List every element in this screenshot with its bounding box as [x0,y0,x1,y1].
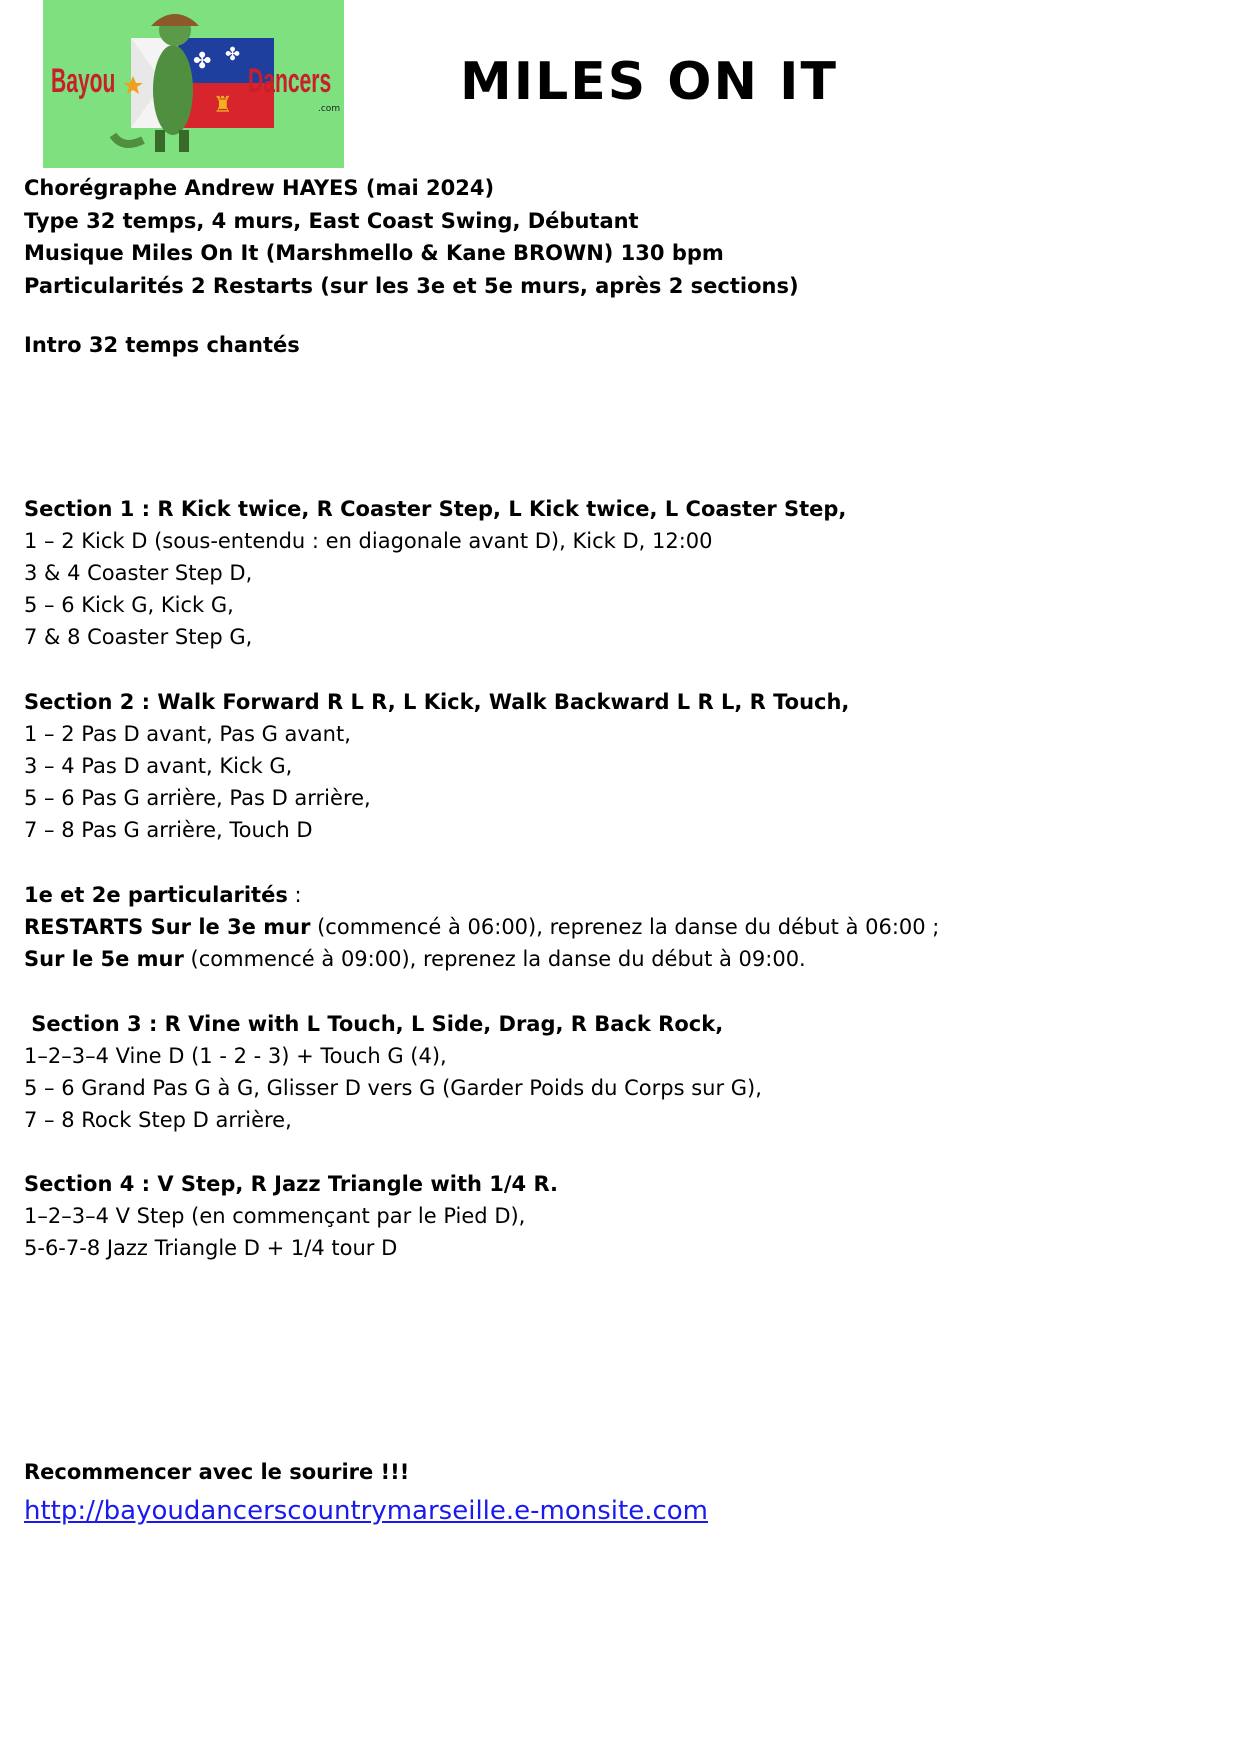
step-line: 5 – 6 Grand Pas G à G, Glisser D vers G (Garder Poids du Corps sur G), [24,1076,762,1100]
step-line: 1–2–3–4 V Step (en commençant par le Pied D), [24,1204,526,1228]
info-line-particularities: Particularités 2 Restarts (sur les 3e et 5e murs, après 2 sections) [24,273,799,298]
svg-text:✤: ✤ [193,49,212,74]
restart-line-2-bold: Sur le 5e mur [24,947,184,971]
restart-line-1-bold: RESTARTS Sur le 3e mur [24,915,311,939]
svg-text:♜: ♜ [213,93,233,118]
info-line-type: Type 32 temps, 4 murs, East Coast Swing, Débutant [24,208,639,233]
restarts-heading-line [24,879,939,911]
step-line: 1 – 2 Pas D avant, Pas G avant, [24,722,351,746]
restarts-block [24,879,939,975]
restart-line-2-rest: (commencé à 09:00), reprenez la danse du début à 09:00. [183,947,806,971]
section-2 [24,686,849,846]
section-1 [24,493,846,653]
bayou-dancers-logo [43,0,344,168]
page-title: MILES ON IT [460,52,838,112]
closing-line: Recommencer avec le sourire !!! [24,1460,410,1484]
info-line-music: Musique Miles On It (Marshmello & Kane BROWN) 130 bpm [24,241,724,265]
step-line: 3 & 4 Coaster Step D, [24,561,253,585]
restarts-heading-suffix: : [287,883,302,907]
logo-word-right: Dancers [248,62,332,100]
restart-line-2 [24,943,939,975]
logo-word-left: Bayou [51,62,116,100]
step-line: 5 – 6 Pas G arrière, Pas D arrière, [24,786,371,810]
section-3 [24,1008,762,1136]
step-line: 7 – 8 Pas G arrière, Touch D [24,818,313,842]
step-line: 5-6-7-8 Jazz Triangle D + 1/4 tour D [24,1236,398,1260]
section-4 [24,1168,558,1264]
step-line: 1 – 2 Kick D (sous-entendu : en diagonale avant D), Kick D, 12:00 [24,529,713,553]
section-heading: Section 2 : Walk Forward R L R, L Kick, Walk Backward L R L, R Touch, [24,690,850,714]
step-line: 5 – 6 Kick G, Kick G, [24,593,234,617]
website-link[interactable]: http://bayoudancerscountrymarseille.e-monsite.com [24,1496,708,1526]
restarts-heading: 1e et 2e particularités [24,883,288,907]
restart-line-1 [24,911,939,943]
dance-info [24,172,799,302]
logo-word-suffix: .com [318,104,341,114]
info-line-choreographer: Chorégraphe Andrew HAYES (mai 2024) [24,176,495,200]
step-line: 3 – 4 Pas D avant, Kick G, [24,754,293,778]
section-heading: Section 4 : V Step, R Jazz Triangle with 1/4 R. [24,1172,559,1196]
section-heading: Section 3 : R Vine with L Touch, L Side, Drag, R Back Rock, [24,1012,724,1036]
step-line: 7 – 8 Rock Step D arrière, [24,1108,292,1132]
restart-line-1-rest: (commencé à 06:00), reprenez la danse du début à 06:00 ; [310,915,940,939]
step-line: 1–2–3–4 Vine D (1 - 2 - 3) + Touch G (4), [24,1044,447,1068]
section-heading: Section 1 : R Kick twice, R Coaster Step, L Kick twice, L Coaster Step, [24,497,847,521]
step-line: 7 & 8 Coaster Step G, [24,625,253,649]
svg-text:✤: ✤ [225,44,241,65]
intro-line: Intro 32 temps chantés [24,333,300,357]
